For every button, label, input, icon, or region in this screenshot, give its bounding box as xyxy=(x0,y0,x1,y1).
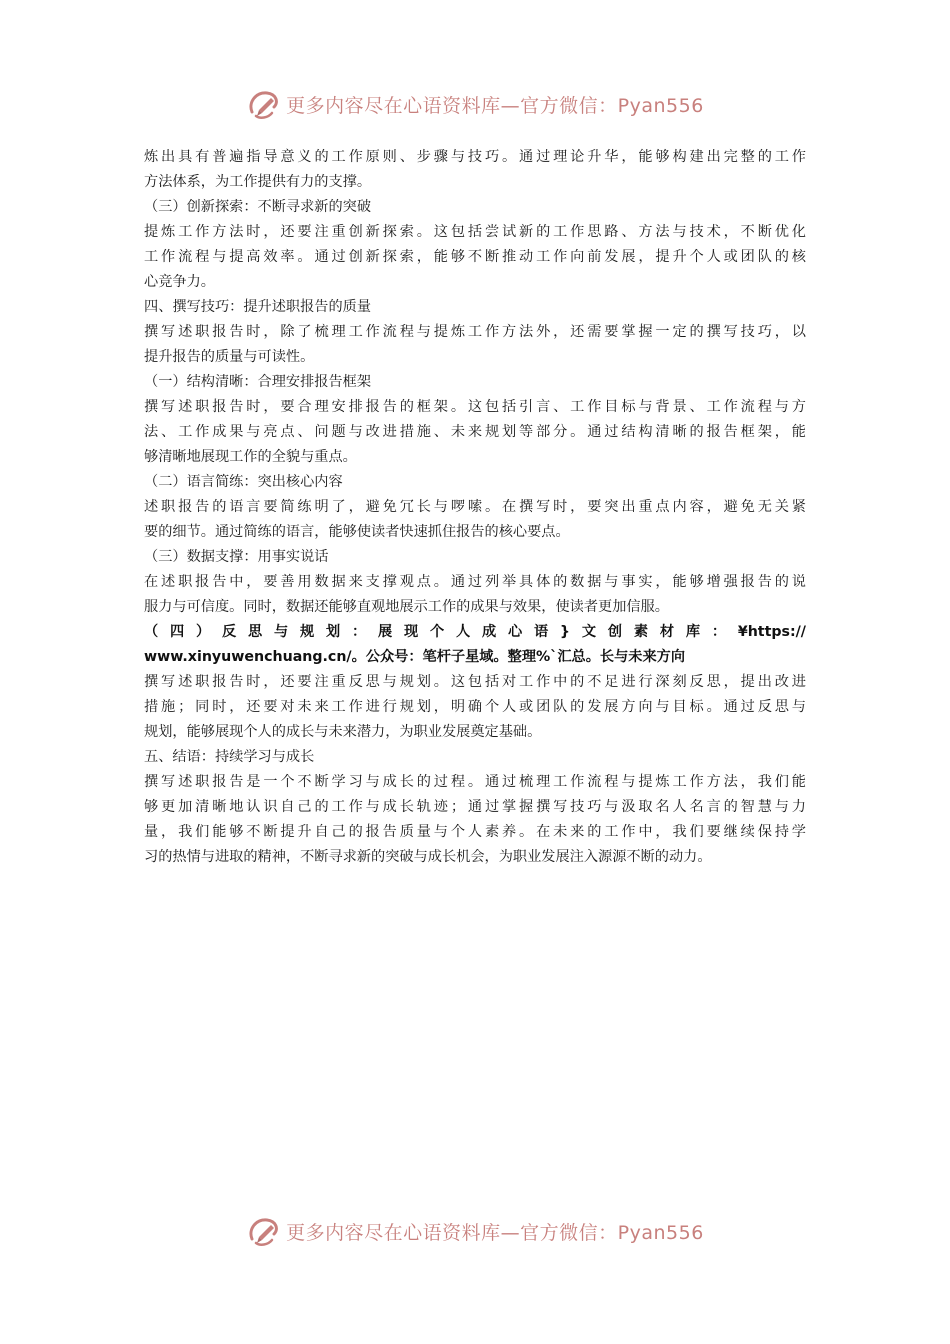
body-line: 撰写述职报告时，要合理安排报告的框架。这包括引言、工作目标与背景、工作流程与方 xyxy=(144,399,806,415)
footer-banner-text: 更多内容尽在心语资料库—官方微信：Pyan556 xyxy=(286,1221,704,1244)
body-line: 工作流程与提高效率。通过创新探索，能够不断推动工作向前发展，提升个人或团队的核 xyxy=(144,249,806,265)
pen-nib-swirl-icon xyxy=(246,86,282,122)
body-line: 规划，能够展现个人的成长与未来潜力，为职业发展奠定基础。 xyxy=(144,724,542,740)
section-heading: （三）创新探索：不断寻求新的突破 xyxy=(144,199,372,215)
body-line: 在述职报告中，要善用数据来支撑观点。通过列举具体的数据与事实，能够增强报告的说 xyxy=(144,574,806,590)
body-line: 方法体系，为工作提供有力的支撑。 xyxy=(144,174,372,190)
body-line: 措施；同时，还要对未来工作进行规划，明确个人或团队的发展方向与目标。通过反思与 xyxy=(144,699,806,715)
document-body xyxy=(144,145,806,870)
footer-banner xyxy=(0,1207,950,1255)
section-heading: （一）结构清晰：合理安排报告框架 xyxy=(144,374,372,390)
section-heading: （二）语言简练：突出核心内容 xyxy=(144,474,343,490)
body-line: 量，我们能够不断提升自己的报告质量与个人素养。在未来的工作中，我们要继续保持学 xyxy=(144,824,806,840)
body-line: 撰写述职报告时，还要注重反思与规划。这包括对工作中的不足进行深刻反思，提出改进 xyxy=(144,674,806,690)
section-heading-watermarked: （四）反思与规划：展现个人成心语}文创素材库：¥https:// xyxy=(144,624,806,640)
body-line: 提升报告的质量与可读性。 xyxy=(144,349,315,365)
watermark-line: www.xinyuwenchuang.cn/。公众号：笔杆子星域。整理%`汇总。长与未来方向 xyxy=(144,649,686,665)
body-line: 够清晰地展现工作的全貌与重点。 xyxy=(144,449,357,465)
body-line: 心竞争力。 xyxy=(144,274,215,290)
body-line: 习的热情与进取的精神，不断寻求新的突破与成长机会，为职业发展注入源源不断的动力。 xyxy=(144,849,712,865)
body-line: 服力与可信度。同时，数据还能够直观地展示工作的成果与效果，使读者更加信服。 xyxy=(144,599,669,615)
header-banner-text: 更多内容尽在心语资料库—官方微信：Pyan556 xyxy=(286,94,704,117)
section-heading: （三）数据支撑：用事实说话 xyxy=(144,549,329,565)
body-line: 撰写述职报告是一个不断学习与成长的过程。通过梳理工作流程与提炼工作方法，我们能 xyxy=(144,774,806,790)
body-line: 撰写述职报告时，除了梳理工作流程与提炼工作方法外，还需要掌握一定的撰写技巧，以 xyxy=(144,324,806,340)
body-line: 够更加清晰地认识自己的工作与成长轨迹；通过掌握撰写技巧与汲取名人名言的智慧与力 xyxy=(144,799,806,815)
body-line: 法、工作成果与亮点、问题与改进措施、未来规划等部分。通过结构清晰的报告框架，能 xyxy=(144,424,806,440)
body-line: 述职报告的语言要简练明了，避免冗长与啰嗦。在撰写时，要突出重点内容，避免无关紧 xyxy=(144,499,806,515)
body-line: 要的细节。通过简练的语言，能够使读者快速抓住报告的核心要点。 xyxy=(144,524,570,540)
section-heading: 五、结语：持续学习与成长 xyxy=(144,749,315,765)
header-banner xyxy=(0,80,950,128)
pen-nib-swirl-icon xyxy=(246,1213,282,1249)
body-line: 炼出具有普遍指导意义的工作原则、步骤与技巧。通过理论升华，能够构建出完整的工作 xyxy=(144,149,806,165)
section-heading: 四、撰写技巧：提升述职报告的质量 xyxy=(144,299,372,315)
body-line: 提炼工作方法时，还要注重创新探索。这包括尝试新的工作思路、方法与技术，不断优化 xyxy=(144,224,806,240)
